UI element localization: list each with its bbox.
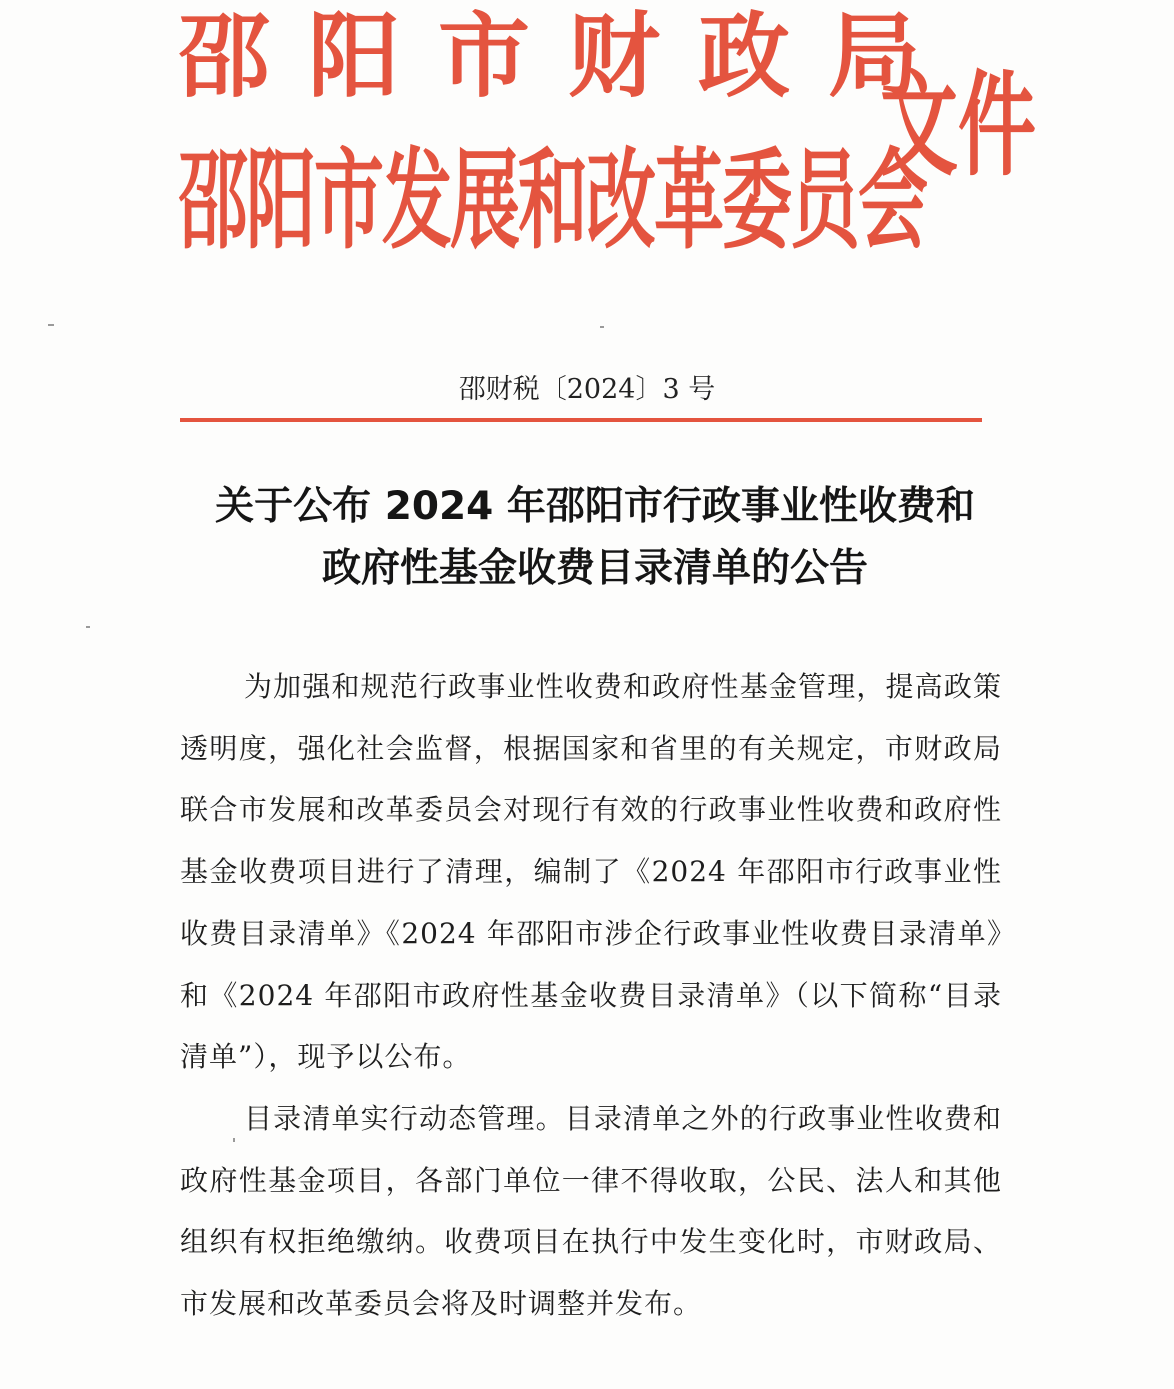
red-divider-line (180, 418, 982, 422)
body-paragraph-1: 为加强和规范行政事业性收费和政府性基金管理，提高政策透明度，强化社会监督，根据国家和省里的有关规定，市财政局联合市发展和改革委员会对现行有效的行政事业性收费和政府性基金收费项目进行了清理，编制了《2024 年邵阳市行政事业性收费目录清单》《2024 年邵阳市涉企行政事业性收费目录清单》和《2024 年邵阳市政府性基金收费目录清单》（以下简称“目录清单”），现予以公布。 (180, 670, 1002, 1074)
scan-speck (86, 626, 90, 628)
document-suffix: 文件 (880, 61, 1037, 193)
issuer-finance-bureau: 邵阳市财政局 (178, 3, 959, 110)
letterhead (178, 0, 1038, 265)
title-line-1: 关于公布 2024 年邵阳市行政事业性收费和 (215, 484, 975, 529)
scan-speck (600, 326, 604, 328)
document-number: 邵财税〔2024〕3 号 (458, 374, 716, 405)
title-line-2: 政府性基金收费目录清单的公告 (321, 546, 868, 591)
announcement-title (150, 476, 1040, 600)
scan-speck (233, 1138, 235, 1142)
issuer-development-reform-commission: 邵阳市发展和改革委员会 (178, 137, 926, 265)
scan-speck (48, 324, 54, 326)
body-paragraph-2: 目录清单实行动态管理。目录清单之外的行政事业性收费和政府性基金项目，各部门单位一律不得收取，公民、法人和其他组织有权拒绝缴纳。收费项目在执行中发生变化时，市财政局、市发展和改革委员会将及时调整并发布。 (180, 1101, 1002, 1321)
announcement-body (180, 656, 1002, 1335)
